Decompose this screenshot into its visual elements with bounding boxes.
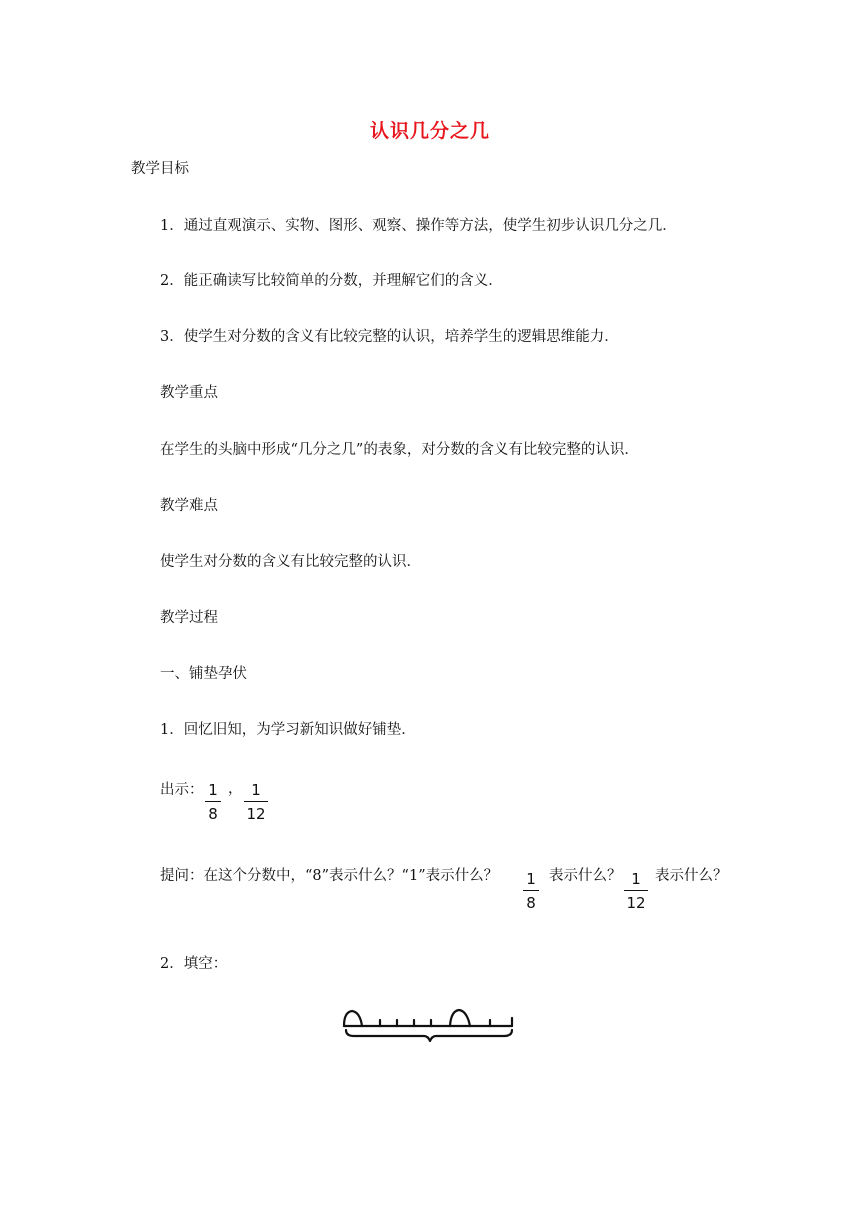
- fraction-bar: [205, 801, 221, 802]
- fraction-denominator: 8: [526, 894, 536, 912]
- part-one-heading: 一、铺垫孕伏: [160, 666, 247, 682]
- question-end: 表示什么？: [655, 868, 728, 884]
- arch-left: [344, 1011, 362, 1026]
- fraction-numerator: 1: [526, 870, 536, 888]
- fraction-bar: [244, 801, 268, 802]
- fraction-denominator: 12: [246, 805, 266, 823]
- fraction-one-eighth: [205, 781, 221, 823]
- objective-3: 3．使学生对分数的含义有比较完整的认识，培养学生的逻辑思维能力．: [160, 329, 619, 345]
- difficulty-heading: 教学难点: [160, 498, 218, 514]
- fraction-separator: ，: [228, 781, 243, 797]
- step-1: 1．回忆旧知，为学习新知识做好铺垫．: [160, 722, 416, 738]
- fraction-numerator: 1: [208, 781, 218, 799]
- fraction-numerator: 1: [631, 870, 641, 888]
- fraction-numerator: 1: [251, 781, 261, 799]
- process-heading: 教学过程: [160, 610, 218, 626]
- page-title: 认识几分之几: [369, 120, 490, 142]
- objective-2: 2．能正确读写比较简单的分数，并理解它们的含义．: [160, 273, 503, 289]
- fraction-denominator: 12: [626, 894, 646, 912]
- key-heading: 教学重点: [160, 385, 218, 401]
- brace: [346, 1030, 512, 1041]
- key-text: 在学生的头脑中形成“几分之几”的表象，对分数的含义有比较完整的认识．: [160, 442, 639, 458]
- fraction-denominator: 8: [208, 805, 218, 823]
- objectives-heading: 教学目标: [131, 161, 189, 177]
- arch-right: [450, 1010, 470, 1026]
- question-mid: 表示什么？: [549, 868, 622, 884]
- question-fraction-one-eighth: [523, 870, 539, 912]
- question-fraction-one-twelfth: [624, 870, 648, 912]
- step-2: 2．填空：: [160, 956, 228, 972]
- difficulty-text: 使学生对分数的含义有比较完整的认识．: [160, 554, 421, 570]
- fraction-bar: [624, 890, 648, 891]
- number-line-figure: [340, 1006, 520, 1046]
- objective-1: 1．通过直观演示、实物、图形、观察、操作等方法，使学生初步认识几分之几．: [160, 218, 677, 234]
- fraction-one-twelfth: [244, 781, 268, 823]
- question-text: 提问：在这个分数中，“8”表示什么？“1”表示什么？: [160, 868, 499, 884]
- show-label: 出示：: [160, 782, 204, 798]
- fraction-bar: [523, 890, 539, 891]
